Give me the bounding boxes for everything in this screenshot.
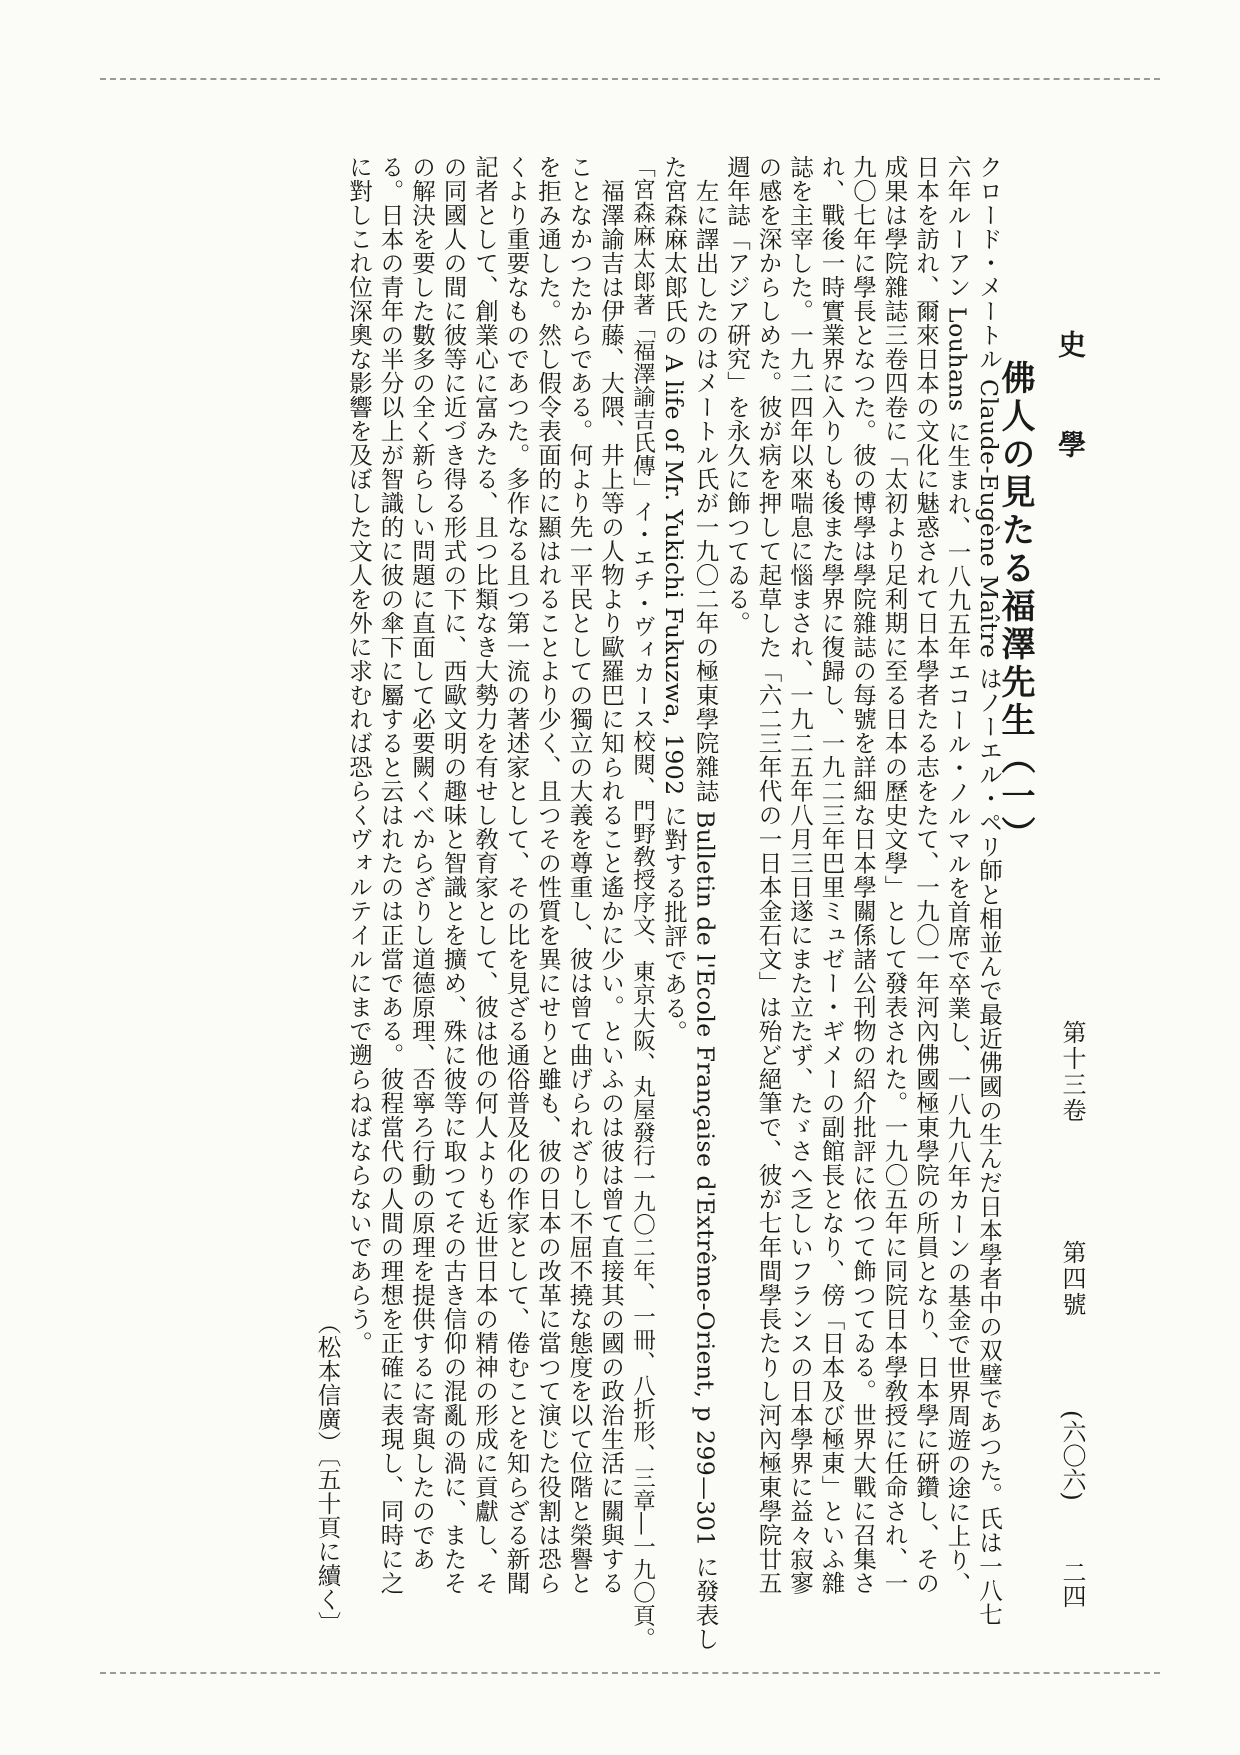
body-line: の解決を要した數多の全く新らしい問題に直面して必要闕くべからざりし道德原理、否寧ろ行動の原理を提供するに寄與したのであ — [408, 155, 436, 1571]
body-line: た宮森麻太郞氏の A life of Mr. Yukichi Fukuzwa, 1902 に對する批評である。 — [660, 155, 688, 1044]
volume-label: 第十三卷 — [1058, 1020, 1086, 1124]
body-line: 六年ルーアン Louhans に生まれ、一八九五年エコール・ノルマルを首席で卒業し、一八九八年カーンの基金で世界周遊の途に上り、 — [943, 155, 972, 1596]
body-line: 日本を訪れ、爾來日本の文化に魅惑されて日本學者たる志をたて、一九〇一年河內佛國極東學院の所員となり、日本學に硏鑽し、その — [912, 155, 940, 1595]
body-line: 週年誌「アジア硏究」を永久に飾つてゐる。 — [723, 155, 751, 635]
page-number-paren: (六〇六) — [1058, 1410, 1086, 1501]
body-line: 成果は學院雜誌三卷四卷に「太初より足利期に至る日本の歷史文學」として發表された。一九〇五年に同院日本學敎授に任命され、一 — [880, 155, 909, 1595]
body-line: る。日本の青年の半分以上が智識的に彼の傘下に屬すると云はれたのは正當である。彼程當代の人間の理想を正確に表現し、同時に之 — [376, 155, 405, 1595]
body-line: クロード・メートル Claude-Eugène Maître はノーエル・ペリ師と相並んで最近佛國の生んだ日本學者中の双璧であつた。氏は一八七 — [975, 155, 1003, 1627]
body-line: ことなかつたからである。何より先一平民としての獨立の大義を尊重し、彼は曾て曲げられざりし不屈不撓な態度を以て位階と榮譽と — [565, 155, 594, 1595]
top-dashed-rule — [100, 78, 1160, 80]
running-head: 史 學 — [1054, 330, 1087, 480]
body-line: 左に譯出したのはメートル氏が一九〇二年の極東學院雜誌 Bulletin de l'Ecole Française d'Extrême-Orient, p 299—301 に發表し — [691, 155, 720, 1651]
body-line: （松本信廣）〔五十頁に續く〕 — [313, 1310, 342, 1635]
body-line: の感を深からしめた。彼が病を押して起草した「六二三年代の一日本金石文」は殆ど絕筆で、彼が七年間學長たりし河內極東學院廿五 — [754, 155, 783, 1595]
body-line: れ、戰後一時實業界に入りしも後また學界に復歸し、一九二三年巴里ミュゼー・ギメーの副館長となり、傍「日本及び極東」といふ雜 — [817, 155, 846, 1595]
body-line: に對しこれ位深奧な影響を及ぼした文人を外に求むれば恐らくヴォルテイルにまで遡らねばならないであらう。 — [345, 155, 373, 1355]
body-line: くより重要なものであつた。多作なる且つ第一流の著述家として、その比を見ざる通俗普及化の作家として、倦むことを知らざる新聞 — [502, 155, 531, 1595]
body-line: 誌を主宰した。一九二四年以來喘息に惱まされ、一九二五年八月三日遂にまた立たず、たゞさへ乏しいフランスの日本學界に益々寂寥 — [786, 155, 814, 1595]
issue-label: 第四號 — [1058, 1240, 1086, 1318]
body-line: 九〇七年に學長となつた。彼の博學は學院雜誌の每號を詳細な日本學關係諸公刊物の紹介批評に依つて飾つてゐる。世界大戰に召集さ — [849, 155, 877, 1595]
body-line: の同國人の間に彼等に近づき得る形式の下に、西歐文明の趣味と智識とを擴め、殊に彼等に取つてその古き信仰の混亂の渦に、またそ — [439, 155, 468, 1595]
bottom-dashed-rule — [100, 1672, 1160, 1674]
page-number: 二四 — [1058, 1560, 1086, 1608]
body-line: 記者として、創業心に富みたる、且つ比類なき大勢力を有せし敎育家として、彼は他の何人よりも近世日本の精神の形成に貢獻し、そ — [471, 155, 499, 1595]
article-title: 佛人の見たる福澤先生（一） — [995, 360, 1035, 854]
body-line: を拒み通した。然し假令表面的に顯はれることより少く、且つその性質を異にせりと雖も、彼の日本の改革に當つて演じた役割は恐ら — [534, 155, 562, 1595]
body-line: 福澤諭吉は伊藤、大隈、井上等の人物より歐羅巴に知られること遙かに少い。といふのは彼は曾て直接其の國の政治生活に關與する — [597, 155, 625, 1595]
body-line: 「宮森麻太郞著「福澤諭吉氏傳」イ・エチ・ヴィカース校閱、門野敎授序文、東京大阪、丸屋發行一九〇二年、一冊、八折形、三章―一九〇頁。 — [629, 155, 656, 1650]
